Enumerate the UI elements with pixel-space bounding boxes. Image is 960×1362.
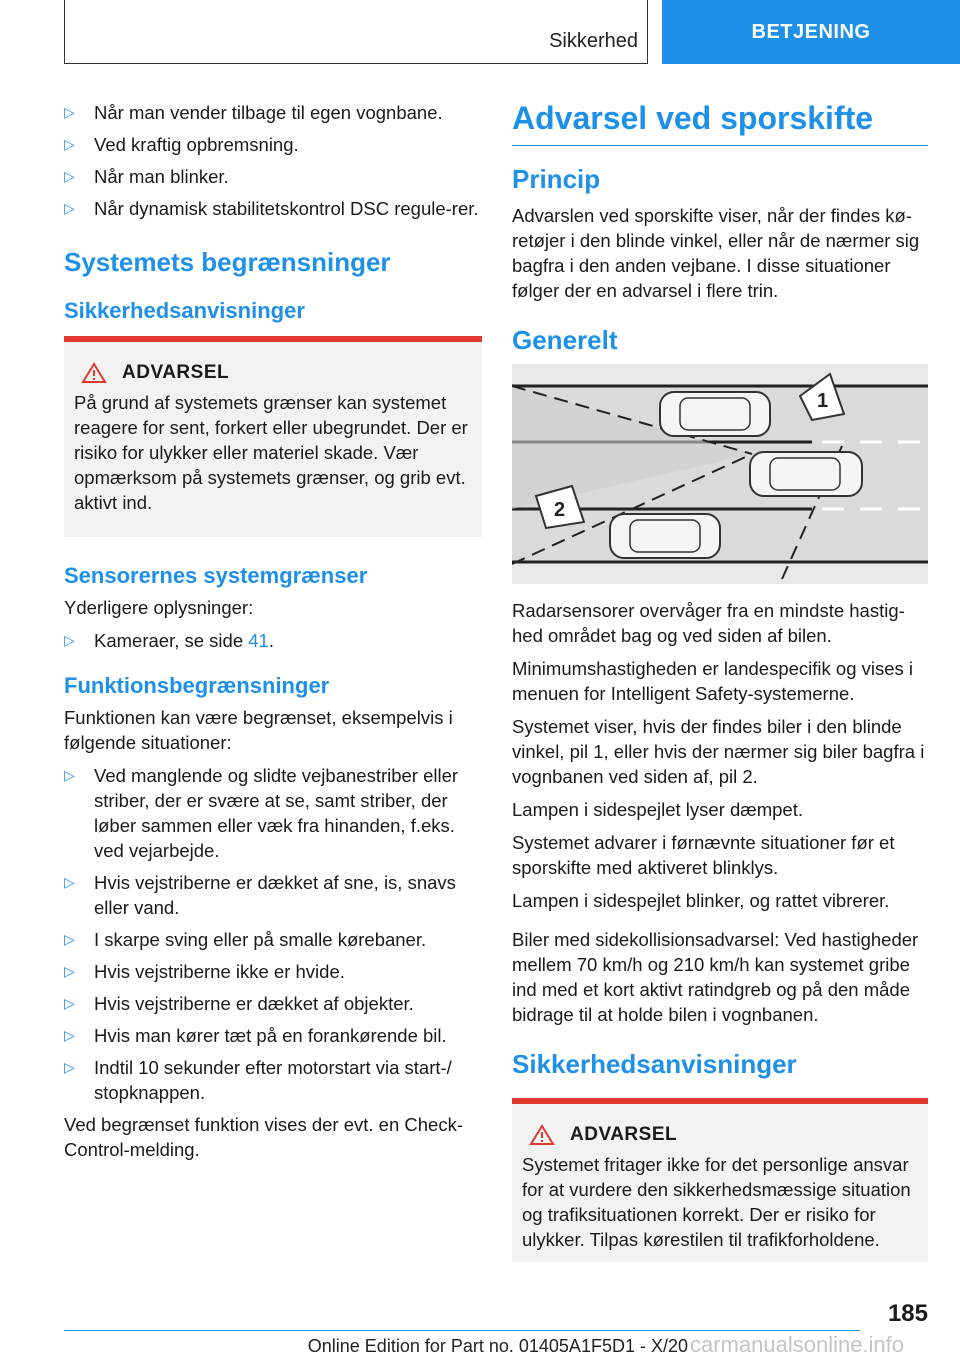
triangle-bullet-icon: ▷ xyxy=(64,767,75,783)
paragraph: Systemet viser, hvis der findes biler i den blinde vinkel, pil 1, eller hvis der nærmer sig biler bagfra i vognbanen ved siden af, pil 2. xyxy=(512,716,925,787)
top-bullet-list xyxy=(64,100,482,221)
sensor-intro: Yderligere oplysninger: xyxy=(64,597,254,618)
page-title: Advarsel ved sporskifte xyxy=(512,100,928,146)
function-outro: Ved begrænset funktion vises der evt. en Check-Control-melding. xyxy=(64,1114,463,1160)
right-column xyxy=(512,100,928,1282)
heading-safety-notes: Sikkerhedsanvisninger xyxy=(64,298,305,323)
principle-text: Advarslen ved sporskifte viser, når der findes kø-retøjer i den blinde vinkel, eller når de nærmer sig bagfra i den anden vejbane. I disse situationer følger der en advarsel i flere trin. xyxy=(512,205,920,301)
heading-safety-notes-right: Sikkerhedsanvisninger xyxy=(512,1049,797,1079)
heading-function-limits: Funktionsbegrænsninger xyxy=(64,673,330,698)
watermark: carmanualsonline.info xyxy=(690,1332,905,1357)
svg-text:1: 1 xyxy=(817,390,829,412)
triangle-bullet-icon: ▷ xyxy=(64,1059,75,1075)
lane-change-illustration xyxy=(512,364,928,584)
header-section-label: Sikkerhed xyxy=(549,30,638,52)
paragraph: Systemet advarer i førnævnte situationer før et sporskifte med aktiveret blinklys. xyxy=(512,832,895,878)
list-item: ▷ Hvis man kører tæt på en forankørende bil. xyxy=(64,1025,447,1046)
triangle-bullet-icon: ▷ xyxy=(64,136,75,152)
warning-title: ADVARSEL xyxy=(122,362,230,383)
page-reference-link[interactable]: 41 xyxy=(248,630,269,651)
list-item: ▷ Hvis vejstriberne ikke er hvide. xyxy=(64,961,345,982)
car-ego xyxy=(750,452,862,496)
left-column xyxy=(64,100,482,1170)
paragraph: Lampen i sidespejlet blinker, og rattet vibrerer. xyxy=(512,890,890,911)
triangle-bullet-icon: ▷ xyxy=(64,632,75,648)
footer-divider xyxy=(64,1330,860,1331)
heading-sensor-limits: Sensorernes systemgrænser xyxy=(64,563,368,588)
car-rear-left xyxy=(660,392,770,436)
list-item: ▷ I skarpe sving eller på smalle kørebaner. xyxy=(64,929,427,950)
list-item: ▷ Når man vender tilbage til egen vognbane. xyxy=(64,102,443,123)
function-bullet-list xyxy=(64,763,482,1105)
triangle-bullet-icon: ▷ xyxy=(64,995,75,1011)
paragraph: Lampen i sidespejlet lyser dæmpet. xyxy=(512,799,804,820)
warning-box xyxy=(64,336,482,537)
paragraph: Minimumshastigheden er landespecifik og vises i menuen for Intelligent Safety-systemerne. xyxy=(512,658,914,704)
warning-title: ADVARSEL xyxy=(570,1124,678,1145)
warning-triangle-icon xyxy=(522,1124,562,1146)
svg-text:2: 2 xyxy=(554,499,566,521)
triangle-bullet-icon: ▷ xyxy=(64,200,75,216)
collision-paragraph: Biler med sidekollisionsadvarsel: Ved hastigheder mellem 70 km/h og 210 km/h kan systemet gribe ind med et kort aktivt ratindgreb og på den måde bidrage til at holde bilen i vognbanen. xyxy=(512,929,919,1025)
triangle-bullet-icon: ▷ xyxy=(64,168,75,184)
paragraph: Radarsensorer overvåger fra en mindste hastig-hed området bag og ved siden af bilen. xyxy=(512,600,905,646)
footer-edition: Online Edition for Part no. 01405A1F5D1 - X/20 xyxy=(307,1336,688,1356)
heading-system-limits: Systemets begrænsninger xyxy=(64,247,391,277)
header-chapter-tab: BETJENING xyxy=(662,0,960,64)
list-item: ▷ Ved kraftig opbremsning. xyxy=(64,134,299,155)
warning-text: Systemet fritager ikke for det personlige ansvar for at vurdere den sikkerhedsmæssige situation og trafiksituationen korrekt. Der er risiko for ulykker. Tilpas kørestilen til trafikforholdene. xyxy=(522,1154,911,1250)
function-intro: Funktionen kan være begrænset, eksempelvis i følgende situationer: xyxy=(64,707,453,753)
triangle-bullet-icon: ▷ xyxy=(64,874,75,890)
list-item: ▷ Hvis vejstriberne er dækket af sne, is, snavs eller vand. xyxy=(64,872,456,918)
list-item: ▷ Når man blinker. xyxy=(64,166,229,187)
list-item: ▷ Ved manglende og slidte vejbanestriber eller striber, der er svære at se, samt striber, der løber sammen eller væk fra hinanden, f.eks. ved vejarbejde. xyxy=(64,765,459,861)
list-item: ▷ Hvis vejstriberne er dækket af objekter. xyxy=(64,993,414,1014)
warning-triangle-icon xyxy=(74,362,114,384)
list-item: ▷ Indtil 10 sekunder efter motorstart via start-/ stopknappen. xyxy=(64,1057,452,1103)
triangle-bullet-icon: ▷ xyxy=(64,931,75,947)
triangle-bullet-icon: ▷ xyxy=(64,104,75,120)
triangle-bullet-icon: ▷ xyxy=(64,963,75,979)
car-rear-right xyxy=(610,514,720,558)
warning-box xyxy=(512,1098,928,1262)
heading-general: Generelt xyxy=(512,325,618,355)
warning-text: På grund af systemets grænser kan systemet reagere for sent, forkert eller ubegrundet. Der er risiko for ulykker eller materiel skade. Vær opmærksom på systemets grænser, og grib evt. aktivt ind. xyxy=(74,392,468,513)
triangle-bullet-icon: ▷ xyxy=(64,1027,75,1043)
list-item: ▷ Kameraer, se side 41. xyxy=(64,630,274,651)
list-item: ▷ Når dynamisk stabilitetskontrol DSC regule-rer. xyxy=(64,198,479,219)
heading-principle: Princip xyxy=(512,164,601,194)
page-number: 185 xyxy=(887,1300,928,1327)
